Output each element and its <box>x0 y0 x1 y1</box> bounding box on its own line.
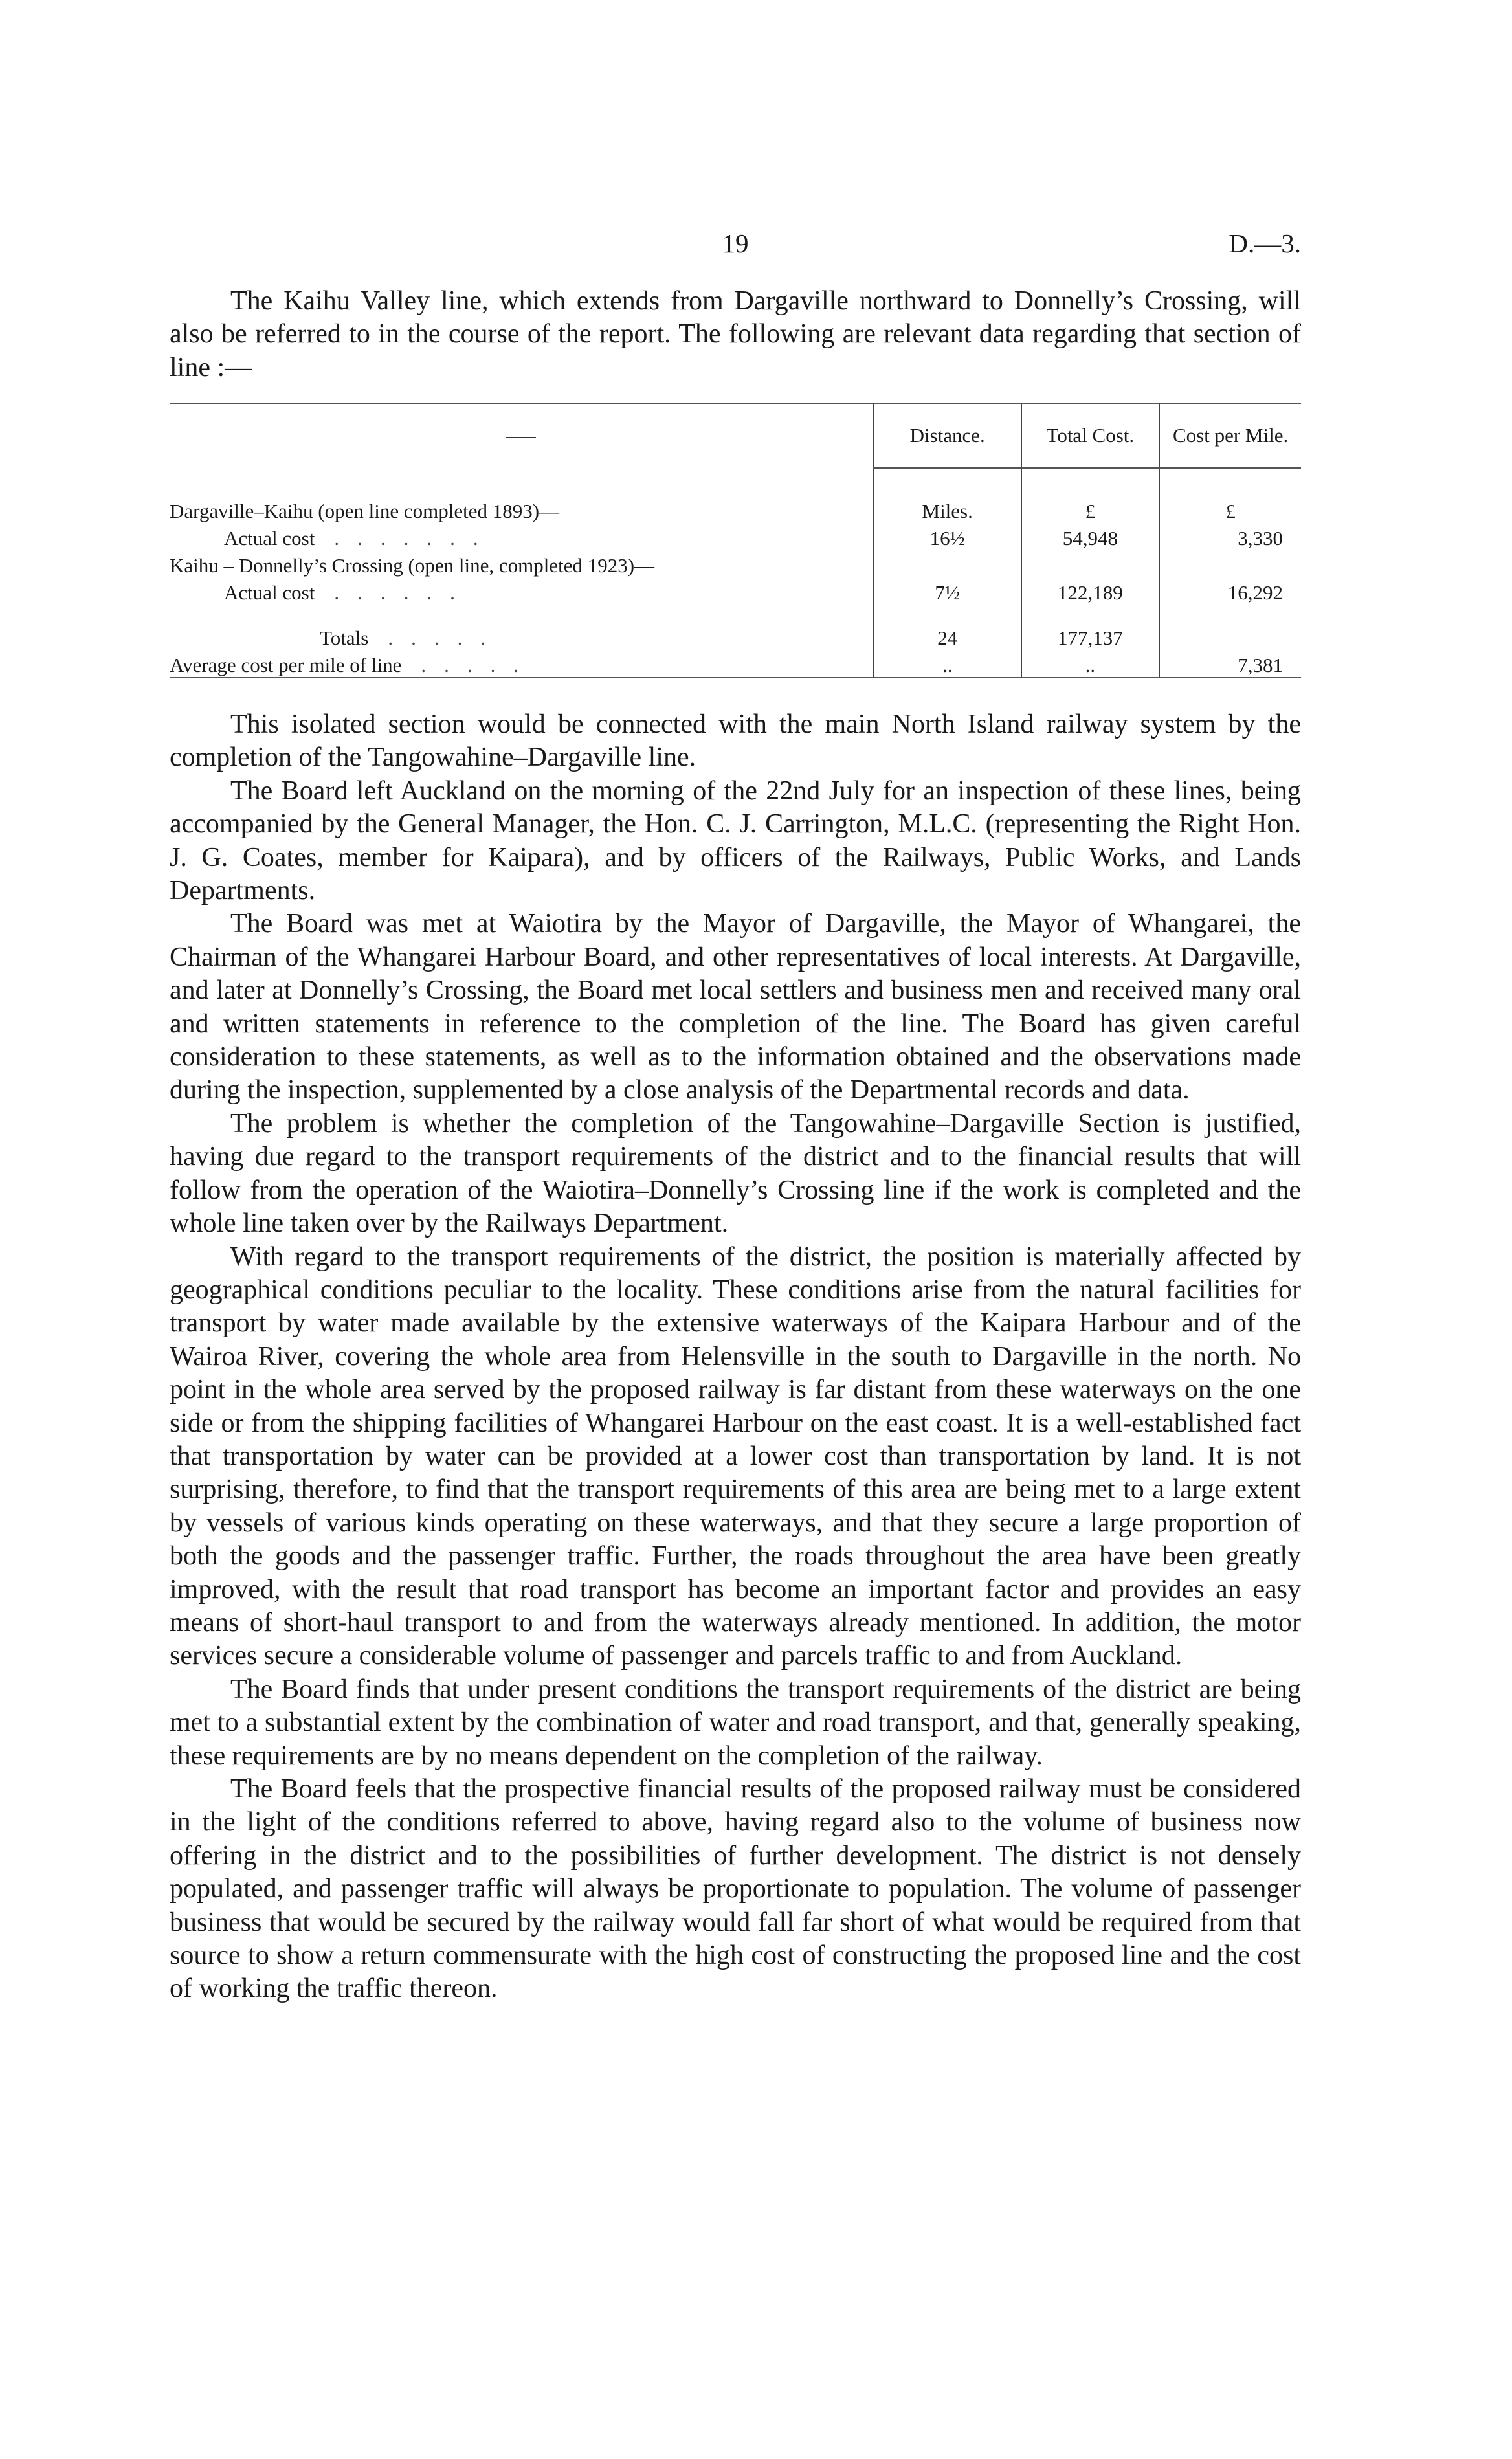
column-header-distance: Distance. <box>874 403 1021 468</box>
intro-section <box>170 285 1301 384</box>
unit-total-cost: £ <box>1021 487 1160 523</box>
totals-distance: 24 <box>874 623 1021 650</box>
column-header-cost-per-mile: Cost per Mile. <box>1159 403 1301 468</box>
header-dash <box>506 437 536 438</box>
table-row-totals <box>170 623 1301 650</box>
paragraph: The Board feels that the prospective financial results of the proposed railway must be considered in the light of the conditions referred to above, having regard also to the volume of business now offering in the district and to the possibilities of further development. The district is not densely populated, and passenger traffic will always be proportionate to population. The volume of passenger business that would be secured by the railway would fall far short of what would be required from that source to show a return commensurate with the high cost of constructing the proposed line and the cost of working the traffic thereon. <box>170 1774 1301 2004</box>
paragraph: The problem is whether the completion of the Tangowahine–Dargaville Section is justified, having due regard to the transport requirements of the district and to the financial results that will follow from the operation of the Waiotira–Donnelly’s Crossing line if the work is completed and the whole line taken over by the Railways Department. <box>170 1108 1301 1239</box>
cost-table-container <box>170 403 1301 678</box>
average-distance: .. <box>874 650 1021 678</box>
table-row <box>170 577 1301 605</box>
paragraph: The Board was met at Waiotira by the Mayor of Dargaville, the Mayor of Whangarei, the Chairman of the Whangarei Harbour Board, and other representatives of local interests. At Dargaville, and later at Donnelly’s Crossing, the Board met local settlers and business men and received many oral and written statements in reference to the completion of the line. The Board has given careful consideration to these statements, as well as to the information obtained and the observations made during the inspection, supplemented by a close analysis of the Departmental records and data. <box>170 909 1301 1106</box>
cell-distance: 16½ <box>874 523 1021 550</box>
average-total-cost: .. <box>1021 650 1160 678</box>
totals-label: Totals ..... <box>320 627 504 649</box>
page-number: 19 <box>722 228 749 258</box>
totals-cost-per-mile <box>1159 623 1301 650</box>
cell-cost-per-mile: 16,292 <box>1159 577 1301 605</box>
table-row-average <box>170 650 1301 678</box>
table-row <box>170 487 1301 523</box>
unit-distance: Miles. <box>874 487 1021 523</box>
paragraph: The Board finds that under present conditions the transport requirements of the district are being met to a substantial extent by the combination of water and road transport, and that, generally speaking, these requirements are by no means dependent on the completion of the railway. <box>170 1674 1301 1771</box>
cell-distance: 7½ <box>874 577 1021 605</box>
cell-cost-per-mile: 3,330 <box>1159 523 1301 550</box>
average-cost-per-mile: 7,381 <box>1159 650 1301 678</box>
table-header-row <box>170 403 1301 468</box>
average-label: Average cost per mile of line ..... <box>170 650 874 678</box>
table-header-label <box>170 403 874 468</box>
section-title: Kaihu – Donnelly’s Crossing (open line, completed 1923)— <box>170 554 655 577</box>
table-row <box>170 523 1301 550</box>
cell-total-cost: 54,948 <box>1021 523 1160 550</box>
intro-paragraph: The Kaihu Valley line, which extends from Dargaville northward to Donnelly’s Crossing, will also be referred to in the course of the report. The following are relevant data regarding that section of line :— <box>170 286 1301 383</box>
paragraph: This isolated section would be connected with the main North Island railway system by the completion of the Tangowahine–Dargaville line. <box>170 709 1301 773</box>
unit-cost-per-mile: £ <box>1159 487 1301 523</box>
table-row <box>170 550 1301 577</box>
page-header <box>170 228 1301 267</box>
document-reference: D.—3. <box>1228 228 1301 258</box>
paragraph: With regard to the transport requirements of the district, the position is materially affected by geographical conditions peculiar to the locality. These conditions arise from the natural facilities for transport by water made available by the extensive waterways of the Kaipara Harbour and of the Wairoa River, covering the whole area from Helensville in the south to Dargaville in the north. No point in the whole area served by the proposed railway is far distant from these waterways on the one side or from the shipping facilities of Whangarei Harbour on the east coast. It is a well-established fact that transportation by water can be provided at a lower cost than transportation by land. It is not surprising, therefore, to find that the transport requirements of this area are being met to a large extent by vessels of various kinds operating on these waterways, and that they secure a large proportion of both the goods and the passenger traffic. Further, the roads throughout the area have been greatly improved, with the result that road transport has become an important factor and provides an easy means of short-haul transport to and from the waterways already mentioned. In addition, the motor services secure a considerable volume of passenger and parcels traffic to and from Auckland. <box>170 1241 1301 1671</box>
section-title: Dargaville–Kaihu (open line completed 1893)— <box>170 500 560 522</box>
cost-table <box>170 403 1301 678</box>
paragraph: The Board left Auckland on the morning of the 22nd July for an inspection of these lines, being accompanied by the General Manager, the Hon. C. J. Carrington, M.L.C. (representing the Right Hon. J. G. Coates, member for Kaipara), and by officers of the Railways, Public Works, and Lands Departments. <box>170 775 1301 906</box>
row-label: Actual cost ...... <box>224 581 473 604</box>
cell-total-cost: 122,189 <box>1021 577 1160 605</box>
column-header-total-cost: Total Cost. <box>1021 403 1160 468</box>
row-label: Actual cost ....... <box>224 527 496 550</box>
body-text <box>170 708 1301 2006</box>
totals-total-cost: 177,137 <box>1021 623 1160 650</box>
